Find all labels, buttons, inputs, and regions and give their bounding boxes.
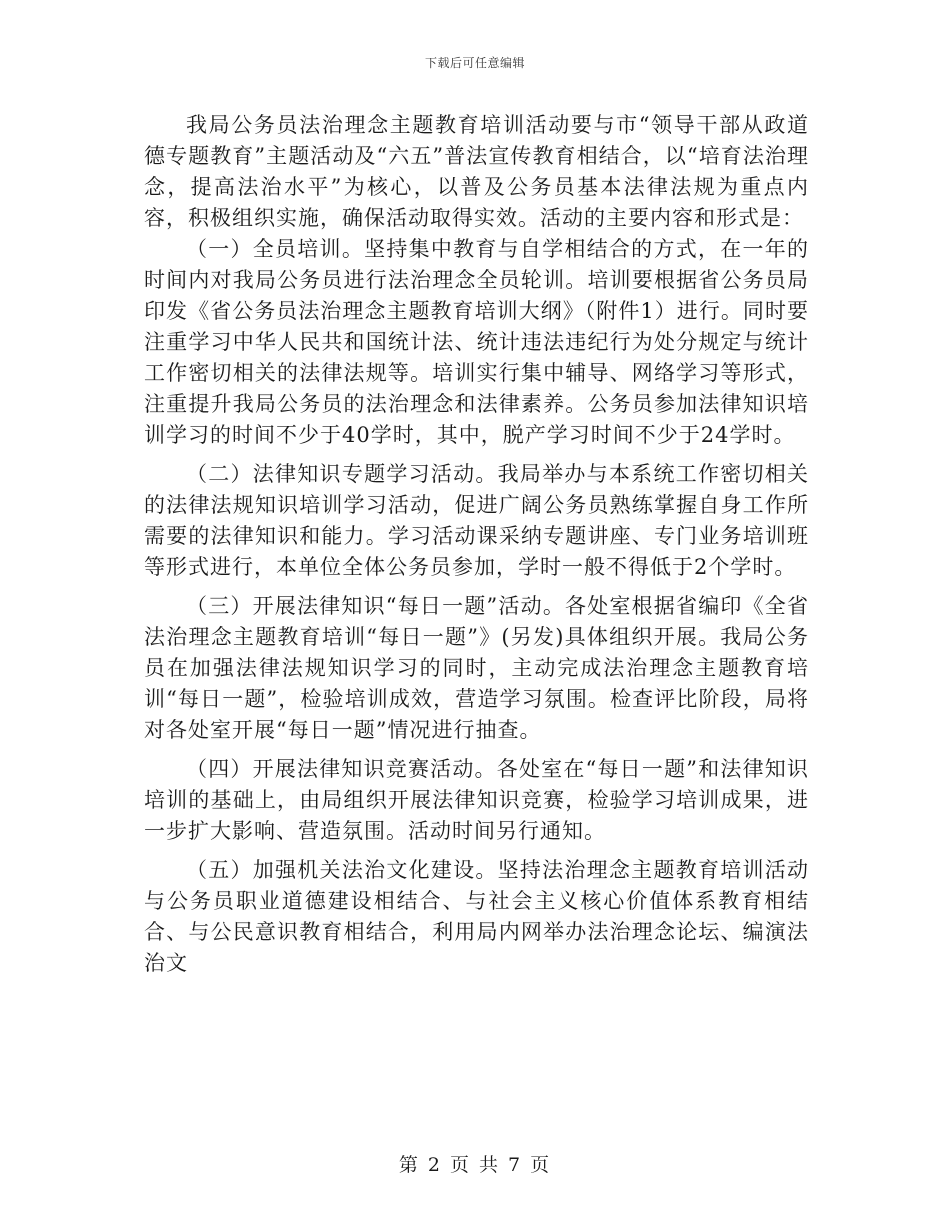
paragraph-item-4: （四）开展法律知识竞赛活动。各处室在“每日一题”和法律知识培训的基础上，由局组织开展法律知识竞赛，检验学习培训成果，进一步扩大影响、营造氛围。活动时间另行通知。 [144, 757, 809, 843]
page-number-footer: 第 2 页 共 7 页 [398, 1154, 552, 1176]
paragraph-item-1: （一）全员培训。坚持集中教育与自学相结合的方式，在一年的时间内对我局公务员进行法治理念全员轮训。培训要根据省公务员局印发《省公务员法治理念主题教育培训大纲》（附件1）进行。同时要注重学习中华人民共和国统计法、统计违法违纪行为处分规定与统计工作密切相关的法律法规等。培训实行集中辅导、网络学习等形式，注重提升我局公务员的法治理念和法律素养。公务员参加法律知识培训学习的时间不少于40学时，其中，脱产学习时间不少于24学时。 [144, 237, 809, 447]
paragraph-item-2: （二）法律知识专题学习活动。我局举办与本系统工作密切相关的法律法规知识培训学习活动，促进广阔公务员熟练掌握自身工作所需要的法律知识和能力。学习活动课采纳专题讲座、专门业务培训班等形式进行，本单位全体公务员参加，学时一般不得低于2个学时。 [144, 462, 809, 579]
page-header-note: 下载后可任意编辑 [424, 56, 525, 70]
paragraph-item-3: （三）开展法律知识“每日一题”活动。各处室根据省编印《全省法治理念主题教育培训“每日一题”》(另发)具体组织开展。我局公务员在加强法律法规知识学习的同时，主动完成法治理念主题教育培训“每日一题”，检验培训成效，营造学习氛围。检查评比阶段，局将对各处室开展“每日一题”情况进行抽查。 [144, 594, 809, 742]
document-body [144, 110, 809, 987]
paragraph-item-5: （五）加强机关法治文化建设。坚持法治理念主题教育培训活动与公务员职业道德建设相结合、与社会主义核心价值体系教育相结合、与公民意识教育相结合，利用局内网举办法治理念论坛、编演法治文 [144, 858, 809, 975]
paragraph-intro: 我局公务员法治理念主题教育培训活动要与市“领导干部从政道德专题教育”主题活动及“六五”普法宣传教育相结合，以“培育法治理念，提高法治水平”为核心，以普及公务员基本法律法规为重点内容，积极组织实施，确保活动取得实效。活动的主要内容和形式是： [144, 113, 809, 230]
